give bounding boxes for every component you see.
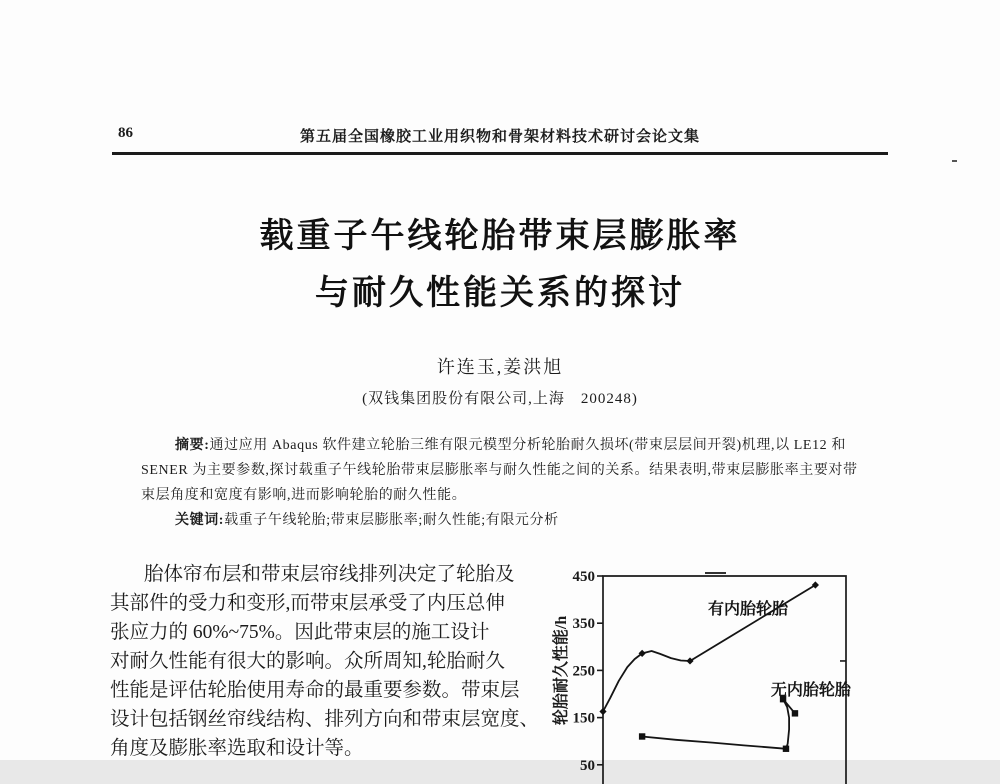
paper-title <box>0 208 1000 322</box>
series-curve-square <box>642 699 795 749</box>
data-point-square <box>792 710 798 716</box>
y-tick-label: 450 <box>572 569 595 585</box>
header-rule <box>112 152 888 155</box>
abstract-line-1 <box>141 433 881 458</box>
y-tick-label: 350 <box>572 616 595 633</box>
data-point-square <box>783 746 789 752</box>
y-tick-label: 50 <box>580 757 595 774</box>
keywords-line <box>141 508 881 533</box>
y-tick-label: 250 <box>572 663 595 680</box>
series-label: 无内胎轮胎 <box>770 681 851 699</box>
scan-speck <box>952 160 957 162</box>
abstract-label: 摘要: <box>175 438 210 453</box>
abstract-block <box>141 433 881 533</box>
body-line: 性能是评估轮胎使用寿命的最重要参数。带束层 <box>110 680 520 701</box>
keywords-label: 关键词: <box>175 513 225 528</box>
body-text-column <box>110 560 540 763</box>
tire-durability-line-chart <box>540 554 870 784</box>
data-point-diamond <box>599 708 606 715</box>
y-axis-label: 轮胎耐久性能/h <box>553 615 570 726</box>
running-header-proceedings-title: 第五届全国橡胶工业用织物和骨架材料技术研讨会论文集 <box>299 129 700 145</box>
body-line: 其部件的受力和变形,而带束层承受了内压总伸 <box>110 593 505 614</box>
abstract-text-1: 通过应用 Abaqus 软件建立轮胎三维有限元模型分析轮胎耐久损坏(带束层层间开裂)机理,以 LE12 和 <box>209 438 846 453</box>
body-line: 胎体帘布层和带束层帘线排列决定了轮胎及 <box>144 564 515 585</box>
body-line: 张应力的 60%~75%。因此带束层的施工设计 <box>110 622 490 643</box>
page-number: 86 <box>118 125 133 141</box>
abstract-line-3: 束层角度和宽度有影响,进而影响轮胎的耐久性能。 <box>141 488 467 503</box>
paper-title-line2: 与耐久性能关系的探讨 <box>315 274 685 312</box>
keywords-text: 载重子午线轮胎;带束层膨胀率;耐久性能;有限元分析 <box>224 513 559 528</box>
abstract-line-2: SENER 为主要参数,探讨载重子午线轮胎带束层膨胀率与耐久性能之间的关系。结果表明,带束层膨胀率主要对带 <box>141 463 858 478</box>
series-label: 有内胎轮胎 <box>707 601 788 619</box>
body-line: 设计包括钢丝帘线结构、排列方向和带束层宽度、 <box>110 709 540 730</box>
body-line: 对耐久性能有很大的影响。众所周知,轮胎耐久 <box>110 651 505 672</box>
paper-title-line1: 载重子午线轮胎带束层膨胀率 <box>259 217 741 255</box>
affiliation: (双钱集团股份有限公司,上海 200248) <box>362 391 638 407</box>
y-tick-label: 150 <box>572 710 595 727</box>
data-point-square <box>639 733 645 739</box>
body-line: 角度及膨胀率选取和设计等。 <box>110 738 364 759</box>
authors: 许连玉,姜洪旭 <box>436 357 564 377</box>
